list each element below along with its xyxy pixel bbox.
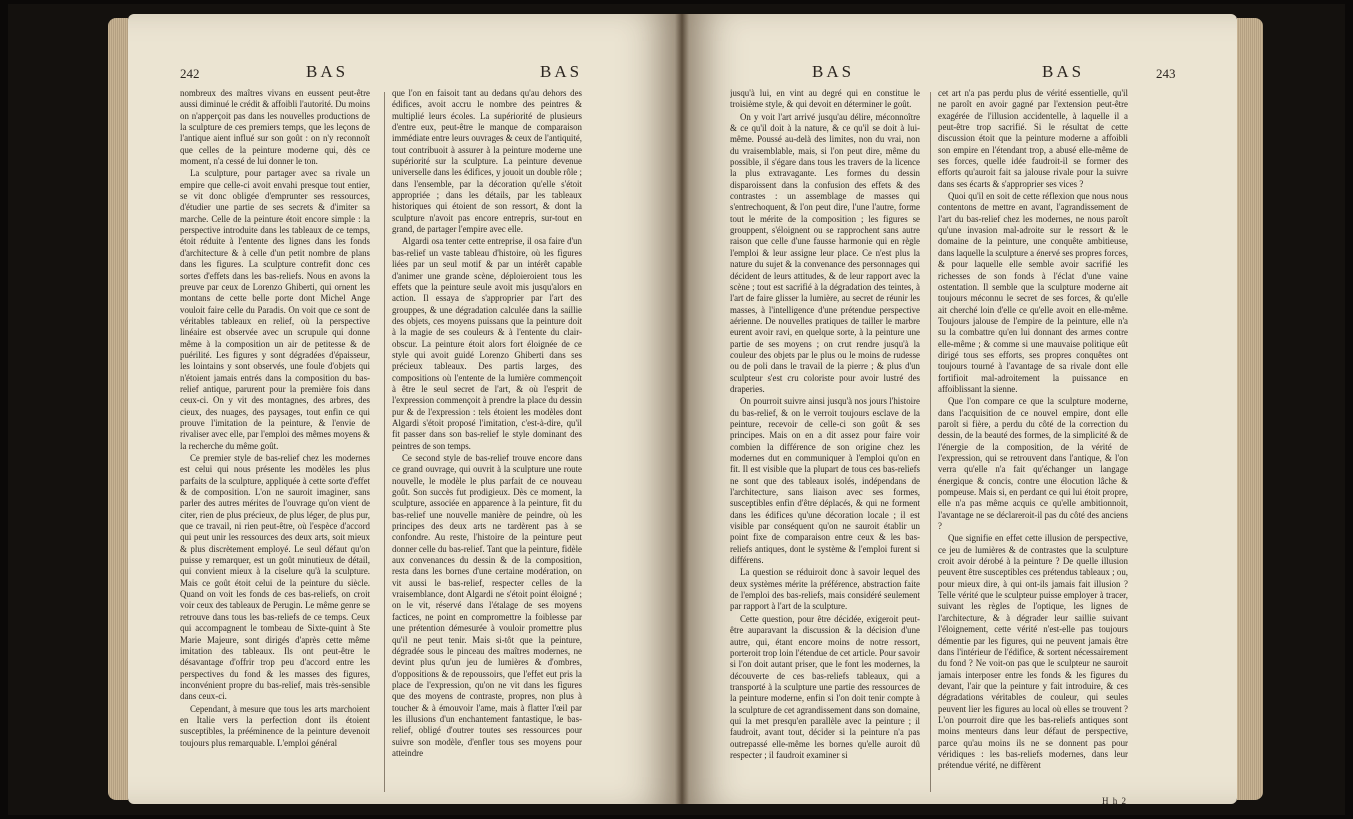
running-head: BAS xyxy=(306,62,349,81)
paragraph: cet art n'a pas perdu plus de vérité essentielle, qu'il ne paroît en avoir gagné par l'extension peut-être exagérée de l'illusion accidentelle, à laquelle il a peut-être trop sacrifié. Si le résultat de cette discussion étoit que la peinture moderne a affoibli son empire en l'étendant trop, a abusé elle-même de ses forces, quelle idée faudroit-il se former des efforts qu'auroit fait sa jalouse rivale pour la suivre dans ses écarts & s'approprier ses vices ? xyxy=(938,88,1128,189)
paragraph: Ce second style de bas-relief trouve encore dans ce grand ouvrage, qui ouvrit à la sculpture une route nouvelle, le modèle le plus parfait de ce nouveau goût. Son succès fut prodigieux. Dès ce moment, la sculpture, associée en apparence à la peinture, fit du bas-relief une nouvelle manière de peindre, où les principes des deux arts ne tardèrent pas à se confondre. Au reste, l'histoire de la peinture peut donner celle du bas-relief. Tant que la peinture, fidèle aux convenances du dessin & de la composition, resta dans les bornes d'une certaine modération, on vit aussi le bas-relief, respecter celles de la vraisemblance, dont Algardi ne s'étoit point éloigné ; on le vit, réservé dans l'étalage de ses moyens factices, ne point en compromettre la foiblesse par une prétention démesurée à vouloir promettre plus qu'il ne peut tenir. Mais si-tôt que la peinture, dégradée sous le pinceau des maîtres modernes, ne devint plus qu'un jeu de lumières & d'ombres, d'oppositions & de repoussoirs, que l'effet eut pris la place de l'expression, qu'on ne vit dans les figures que des moyens de contraste, propres, non plus à toucher & à émouvoir l'ame, mais à flatter l'œil par les illusions d'un enchantement fantastique, le bas-relief, obligé d'outrer toutes ses ressources pour suivre son modèle, d'enfler tous ses moyens pour atteindre xyxy=(392,453,582,758)
paragraph: Cette question, pour être décidée, exigeroit peut-être auparavant la discussion & la décision d'une autre, qui, étant encore moins de notre ressort, porteroit trop loin l'étendue de cet article. Pour savoir si l'on doit autant priser, que le font les modernes, la découverte de ces bas-reliefs tableaux, qui a transporté à la sculpture une partie des ressources de la peinture moderne, enfin si l'on doit tenir compte à la sculpture de cet agrandissement dans son domaine, qui la met presqu'en parallèle avec la peinture ; il faudroit, avant tout, décider si la peinture n'a pas outrepassé elle-même les bornes qu'elle auroit dû respecter ; il faudroit examiner si xyxy=(730,613,920,760)
paragraph: On y voit l'art arrivé jusqu'au délire, méconnoître & ce qu'il doit à la nature, & ce qu'il se doit à lui-même. Poussé au-delà des limites, non du vrai, non du vraisemblable, mais, si l'on peut dire, même du possible, il s'égare dans tous les travers de la licence la plus extravagante. Les formes du dessin disparoissent dans la confusion des effets & des contrastes : un assemblage de masses qui s'entrechoquent, & l'on peut dire, l'une l'autre, forme tout le mérite de la composition ; les figures se grouppent, s'éloignent ou se rapprochent sans autre raison que celle d'une fausse harmonie qui en règle l'emploi & leur assigne leur place. Ce n'est plus la nature du sujet & la convenance des personnages qui décident de leurs attitudes, & de leur rapport avec la scène ; tout est sacrifié à la dégradation des teintes, à l'art de faire glisser la lumière, au secret de réunir les masses, à l'intelligence d'une prétendue perspective aérienne. De nouvelles pratiques de tailler le marbre eurent avoir ravi, en quelque sorte, à la peinture une partie de ses moyens ; on crut rendre jusqu'à la couleur des objets par le plus ou le moins de rudesse ou de poli dans le travail de la pierre ; & plus d'un sculpteur s'est cru coloriste pour avoir lustré des draperies. xyxy=(730,111,920,394)
right-page-column-1 xyxy=(730,88,920,796)
page-number: 242 xyxy=(180,66,200,81)
signature-mark: H h 2 xyxy=(1102,796,1127,804)
running-head: BAS xyxy=(540,62,583,81)
running-head: BAS xyxy=(812,62,855,81)
left-page-column-2 xyxy=(392,88,582,796)
column-rule xyxy=(384,92,385,792)
right-page-edges xyxy=(1237,18,1263,800)
book-gutter xyxy=(675,14,689,804)
paragraph: jusqu'à lui, en vint au degré qui en constitue le troisième style, & qui devoit en déterminer le goût. xyxy=(730,88,920,110)
paragraph: Que l'on compare ce que la sculpture moderne, dans l'acquisition de ce nouvel empire, dont elle paroît si fière, a perdu du côté de la correction du dessin, de la beauté des formes, de la simplicité & de l'énergie de la composition, de la vérité de l'expression, qui se retrouvent dans l'antique, & l'on verra qu'elle n'a fait qu'échanger un langage énergique & concis, contre une élocution lâche & pompeuse. Mais si, en perdant ce qui lui étoit propre, elle n'a pas même acquis ce qu'elle ambitionnoit, l'avantage ne se déclareroit-il pas du côté des anciens ? xyxy=(938,396,1128,532)
left-page xyxy=(128,14,682,804)
column-rule xyxy=(930,92,931,792)
paragraph: Algardi osa tenter cette entreprise, il osa faire d'un bas-relief un vaste tableau d'histoire, où les figures liées par un seul motif & par un intérêt capable d'animer une grande scène, déploieroient tous les effets que la peinture seule avoit mis jusqu'alors en action. Il essaya de s'approprier par l'art des grouppes, & une dégradation calculée dans la saillie des objets, ces moyens puissans que la peinture doit à la magie de ses couleurs & à l'entente du clair-obscur. La peinture étoit alors fort éloignée de ce style qui avoit guidé Lorenzo Ghiberti dans ses précieux tableaux. Des partis larges, des compositions où l'entente de la lumière commençoit à être le seul secret de l'art, & où l'esprit de l'expression commençoit à prendre la place du dessin pur & de l'expression : tels étoient les modèles dont Algardi s'étoit proposé l'imitation, c'est-à-dire, qu'il fit passer dans son bas-relief le style dominant des peintres de son temps. xyxy=(392,236,582,451)
right-page-header xyxy=(682,62,1237,82)
left-page-edges xyxy=(108,18,128,800)
left-page-header xyxy=(128,62,682,82)
page-number: 243 xyxy=(1156,66,1176,81)
paragraph: nombreux des maîtres vivans en eussent peut-être aussi diminué le crédit & affoibli l'autorité. Du moins on n'apperçoit pas dans les nouvelles productions de la sculpture de ces premiers temps, que les leçons de l'antique aient influé sur son goût : on n'y reconnoît que celles de la peinture moderne qui, dès ce moment, n'a cessé de lui donner le ton. xyxy=(180,88,370,167)
book-spread xyxy=(8,4,1345,815)
paragraph: Que signifie en effet cette illusion de perspective, ce jeu de lumières & de contrastes que la sculpture croit avoir dérobé à la peinture ? De quelle illusion peuvent être susceptibles ces prétendus tableaux ; ou, pour mieux dire, à qui ont-ils jamais fait illusion ? Telle vérité que le sculpteur puisse employer à tracer, suivant les règles de l'optique, les lignes de l'architecture, & à dégrader leur saillie suivant l'éloignement, cette vérité n'est-elle pas toujours démentie par les figures, qui ne peuvent jamais être dans l'intérieur de l'édifice, & sortent nécessairement du fond ? Ne voit-on pas que le sculpteur ne sauroit jamais interposer entre les fonds & les figures du devant, l'air que la peinture y fait introduire, & ces dégradations véritables de couleur, qui seules peuvent lier les figures au local où elles se trouvent ? L'on pourroit dire que les bas-reliefs antiques sont moins menteurs dans leur défaut de perspective, parce qu'au moins ils ne se donnent pas pour véridiques : les bas-reliefs modernes, dans leur prétendue vérité, ne diffèrent xyxy=(938,533,1128,771)
paragraph: Ce premier style de bas-relief chez les modernes est celui qui nous présente les modèles les plus parfaits de la sculpture, appliquée à cette sorte d'effet & de composition. L'on ne sauroit imaginer, sans parler des autres mérites de l'ouvrage qu'on vient de citer, rien de plus précieux, de plus léger, de plus pur, que ce travail, ni rien peut-être, où l'espèce d'accord qui peut unir les ressources des deux arts, soit mieux & plus discrètement employé. Le seul défaut qu'on puisse y remarquer, est un goût minutieux de détail, qui convient mieux à la ciselure qu'à la sculpture. Mais ce goût étoit celui de la peinture du siècle. Quand on voit les fonds de ces bas-reliefs, on croit voir ceux des tableaux de Perugin. Le même genre se retrouve dans tous les bas-reliefs de ce temps. Ceux qui accompagnent le tombeau de Sixte-quint à Ste Marie Majeure, sont dirigés d'après cette même imitation des tableaux. Ils ont peut-être le désavantage d'offrir trop peu d'accord entre les perspectives du fond & les masses des figures, inconvénient propre du bas-relief, mais très-sensible dans ceux-ci. xyxy=(180,453,370,702)
paragraph: Cependant, à mesure que tous les arts marchoient en Italie vers la perfection dont ils étoient susceptibles, la prééminence de la peinture devenoit toujours plus remarquable. L'emploi général xyxy=(180,703,370,748)
paragraph: La question se réduiroit donc à savoir lequel des deux systèmes mérite la préférence, abstraction faite de l'emploi des bas-reliefs, mais considéré seulement par rapport à l'art de la sculpture. xyxy=(730,567,920,612)
paragraph: que l'on en faisoit tant au dedans qu'au dehors des édifices, avoit accru le nombre des peintres & multiplié leurs écoles. La supériorité de plusieurs d'entre eux, peut-être le manque de comparaison immédiate entre leurs ouvrages & ceux de l'antiquité, tout contribuoit à assurer à la peinture moderne une supériorité sur la sculpture. La peinture devenue universelle dans les édifices, y jouoit un double rôle ; dans l'ensemble, par la décoration qu'elle s'étoit appropriée ; dans les détails, par les tableaux historiques qui étoient de son ressort, & dont la sculpture n'avoit pas encore entrepris, sur-tout en grand, de partager l'empire avec elle. xyxy=(392,88,582,235)
paragraph: On pourroit suivre ainsi jusqu'à nos jours l'histoire du bas-relief, & on le verroit toujours esclave de la peinture, recevoir de celle-ci son goût & ses principes. Mais on en a dit assez pour faire voir combien la différence de son origine chez les modernes dut en communiquer à l'emploi qu'on en fit. Il est visible que la plupart de tous ces bas-reliefs ne sont que des tableaux isolés, indépendans de l'architecture, sans liaison avec ses formes, susceptibles enfin d'être déplacés, & qui ne forment dans les édifices qu'une décoration locale ; il est visible par conséquent qu'on ne sauroit établir un point fixe de comparaison entre ceux & les bas-reliefs antiques, dont le système & l'emploi furent si différens. xyxy=(730,396,920,566)
paragraph: La sculpture, pour partager avec sa rivale un empire que celle-ci avoit envahi presque tout entier, se vit donc obligée d'emprunter ses ressources, d'étudier une partie de ses secrets & d'imiter sa marche. Celle de la peinture étoit encore simple : la perspective introduite dans les tableaux de ce temps, étoit réduite à l'entente des lignes dans les fonds d'architecture & à celle d'un petit nombre de plans dans les figures. La sculpture contrefit donc ces sortes d'effets dans les bas-reliefs. Nous en avons la preuve par ceux de Lorenzo Ghiberti, qui ornent les montans de cette belle porte dont Michel Ange vouloit faire celle du Paradis. On voit que ce sont de véritables tableaux en relief, où la perspective linéaire est observée avec un scrupule qui donne même à la composition un air de petitesse & de puérilité. Les figures y sont dégradées d'épaisseur, les lointains y sont observés, une foule d'objets qui n'étoient jamais entrés dans la composition du bas-relief antique, parurent pour la première fois dans ceux-ci. On y vit des montagnes, des arbres, des cieux, des nuages, des paysages, tout enfin ce qui prouve l'imitation de la peinture, & l'envie de rivaliser avec elle, par l'emploi des mêmes moyens & la recherche du même goût. xyxy=(180,168,370,451)
paragraph: Quoi qu'il en soit de cette réflexion que nous nous contentons de mettre en avant, l'agrandissement de l'art du bas-relief chez les modernes, ne nous paroît qu'une invasion mal-adroite sur le ressort & le domaine de la peinture, une conquête ambitieuse, dans laquelle la sculpture a énervé ses propres forces, & pour laquelle elle semble avoir sacrifié les richesses de son fonds à l'éclat d'une vaine ostentation. Il semble que la sculpture moderne ait toujours méconnu le secret de ses forces, & qu'elle ait cherché loin d'elle ce qu'elle avoit en elle-même. Toujours jalouse de l'empire de la peinture, elle n'a su la combattre qu'en lui donnant des armes contre elle-même ; & comme si une mauvaise politique eût dirigé tous ses efforts, ses propres conquêtes ont toujours tourné à l'avantage de sa rivale dont elle fortifioit mal-adroitement la puissance en affoiblissant la sienne. xyxy=(938,191,1128,394)
left-page-column-1 xyxy=(180,88,370,796)
right-page xyxy=(682,14,1237,804)
running-head: BAS xyxy=(1042,62,1085,81)
right-page-column-2 xyxy=(938,88,1128,796)
